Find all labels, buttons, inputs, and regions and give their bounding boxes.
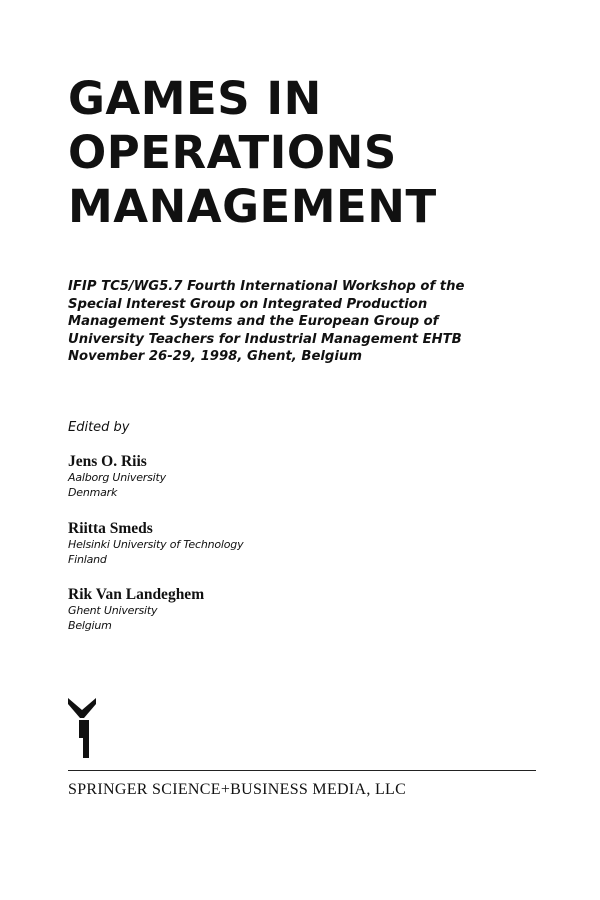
editor-institution: Aalborg University — [68, 471, 166, 484]
editor-country: Denmark — [68, 485, 118, 499]
subtitle-line-2: Special Interest Group on Integrated Production — [68, 296, 428, 312]
springer-logo-icon — [68, 698, 98, 760]
publisher-name: SPRINGER SCIENCE+BUSINESS MEDIA, LLC — [68, 781, 407, 798]
subtitle-line-4: University Teachers for Industrial Management EHTB — [68, 331, 462, 347]
title-line-1: GAMES IN — [68, 72, 322, 125]
editor-country: Belgium — [68, 618, 112, 632]
subtitle-line-5: November 26-29, 1998, Ghent, Belgium — [68, 349, 362, 365]
editor-name: Rik Van Landeghem — [68, 586, 205, 603]
subtitle-line-1: IFIP TC5/WG5.7 Fourth International Workshop of the — [68, 279, 465, 294]
editor-entry — [68, 519, 243, 567]
editor-name: Riitta Smeds — [68, 520, 153, 537]
title-line-2: OPERATIONS — [68, 126, 397, 179]
book-title — [68, 72, 437, 234]
book-subtitle — [68, 278, 538, 366]
editor-institution: Ghent University — [68, 604, 158, 617]
subtitle-line-3: Management Systems and the European Group of — [68, 314, 439, 330]
editor-institution: Helsinki University of Technology — [68, 538, 244, 551]
divider-rule — [68, 770, 536, 771]
editor-country: Finland — [68, 552, 107, 566]
editor-name: Jens O. Riis — [68, 453, 147, 470]
editor-entry — [68, 452, 166, 500]
editor-entry — [68, 585, 204, 633]
edited-by-label: Edited by — [68, 420, 130, 435]
title-line-3: MANAGEMENT — [68, 180, 437, 233]
